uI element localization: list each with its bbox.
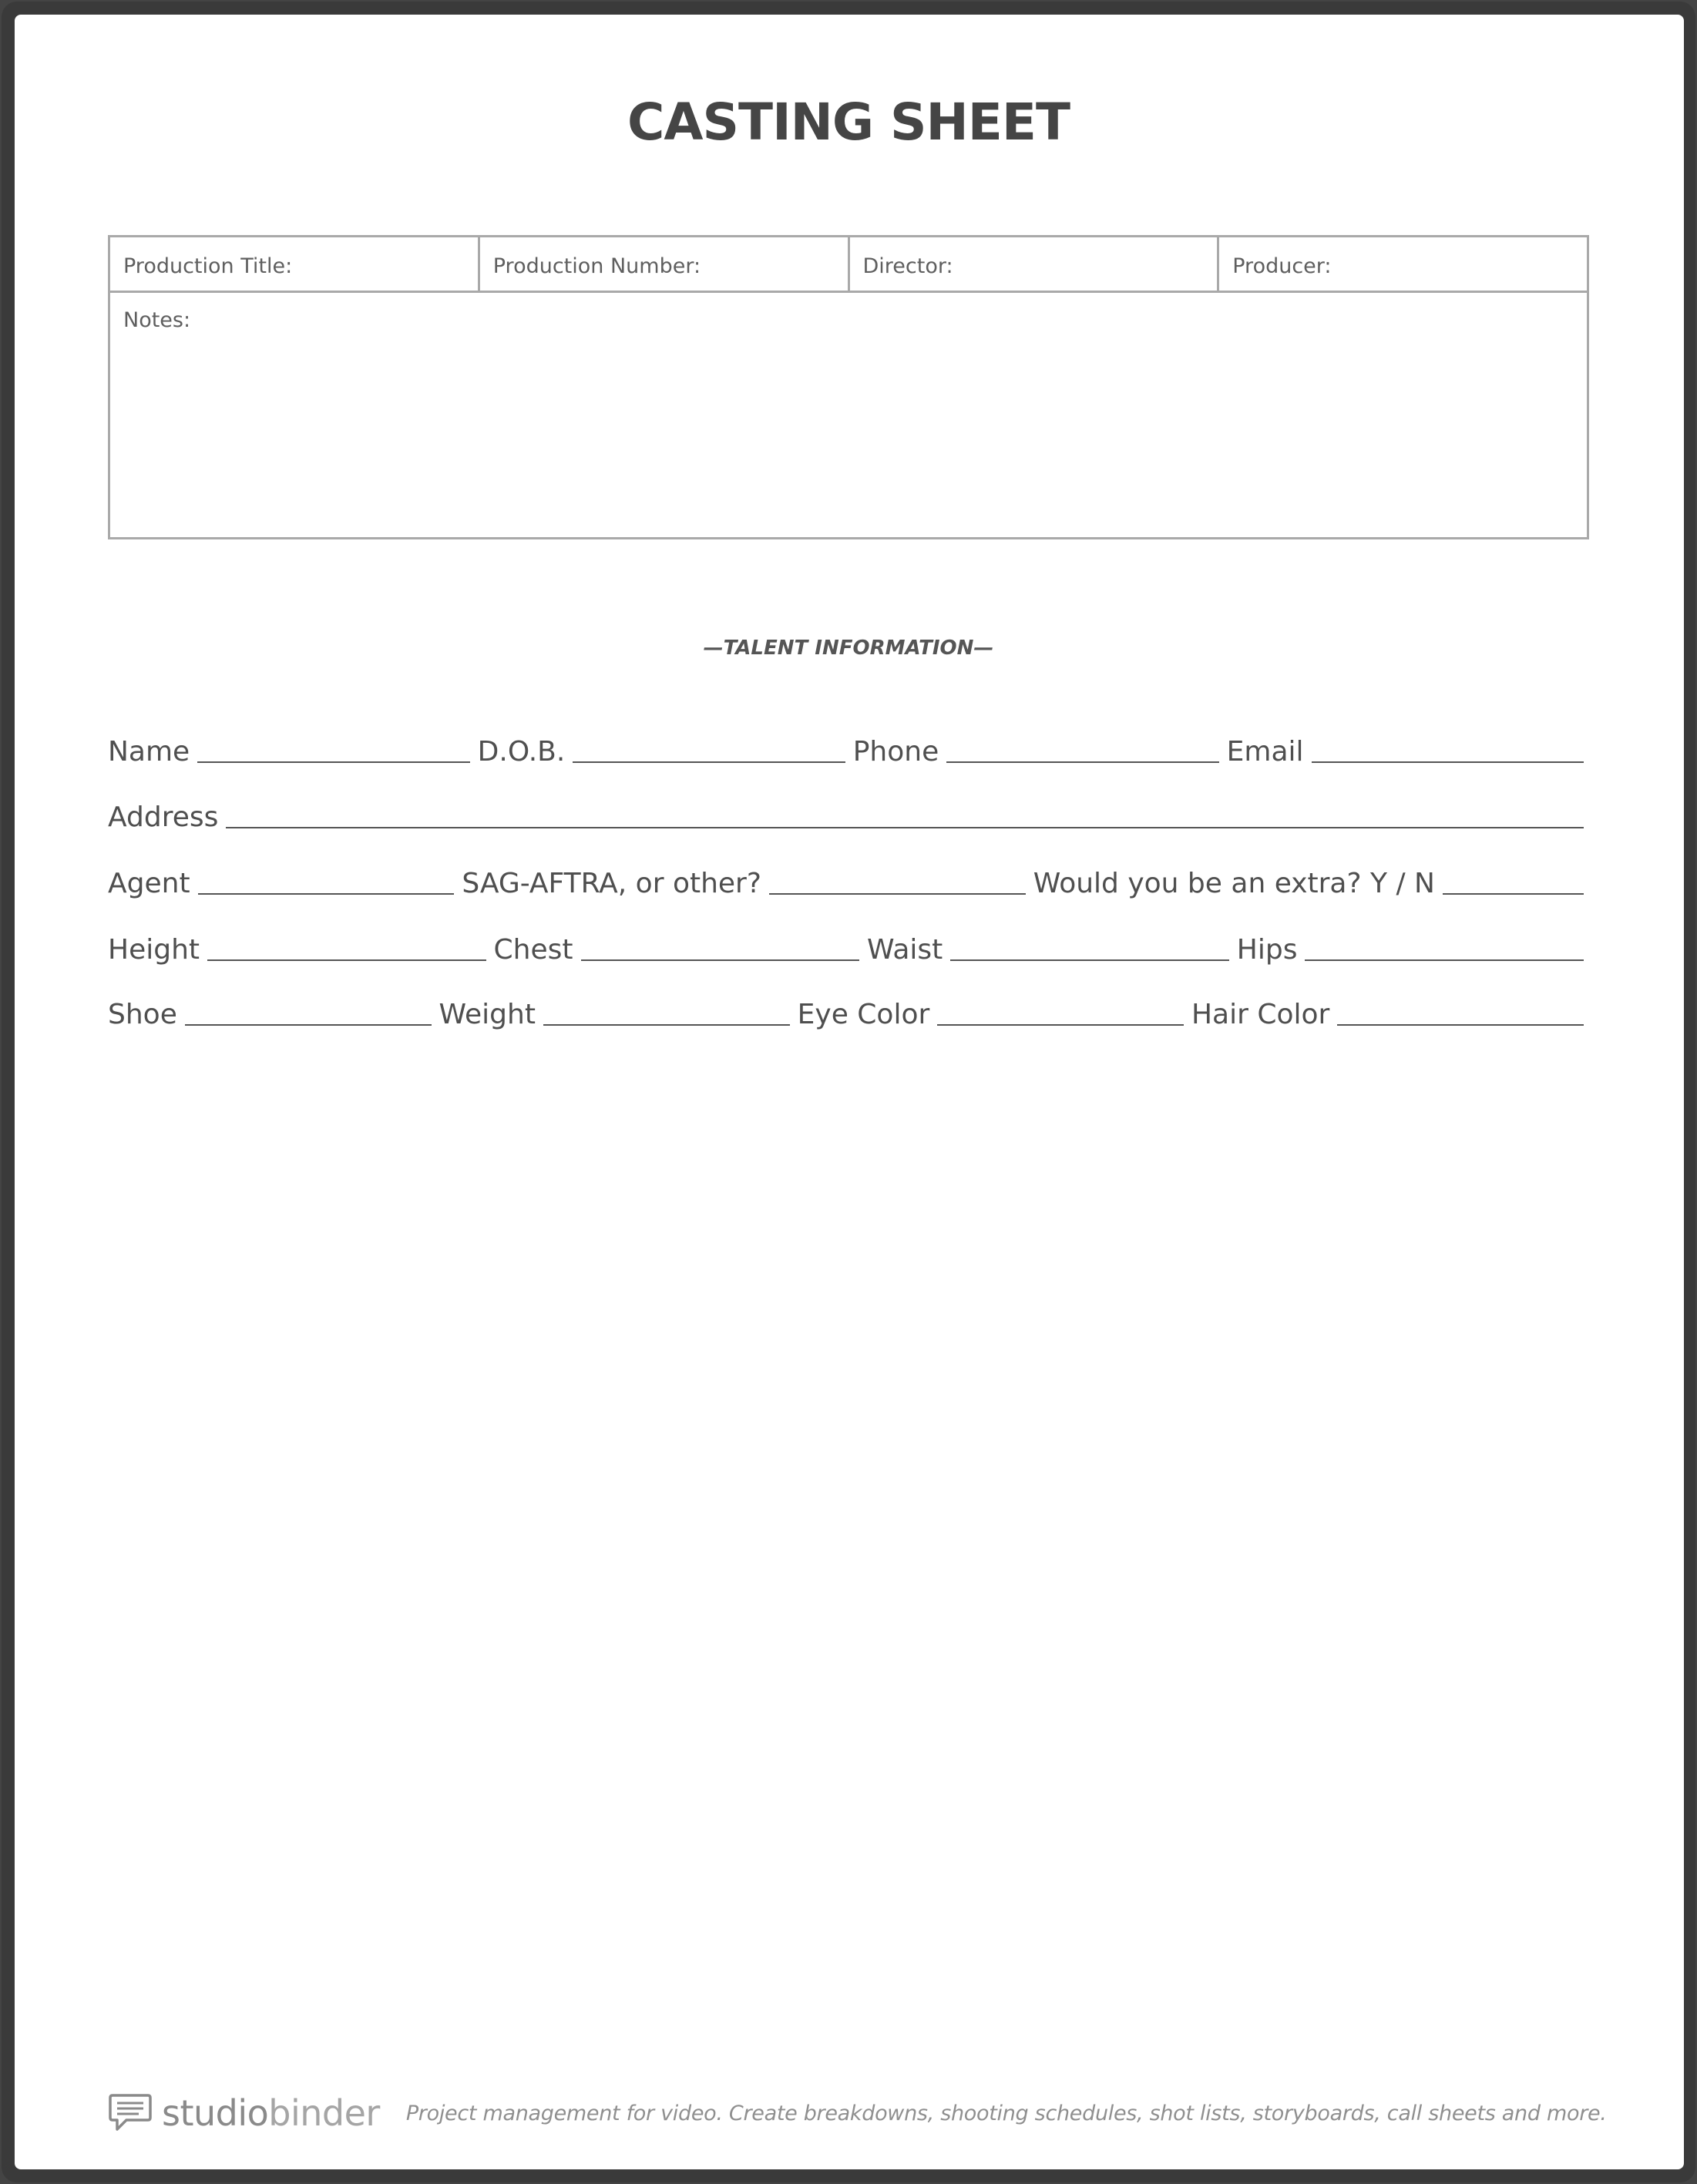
name-blank[interactable] bbox=[197, 761, 469, 763]
production-info-table bbox=[108, 235, 1589, 539]
address-label: Address bbox=[108, 801, 219, 833]
eye-color-label: Eye Color bbox=[797, 999, 930, 1030]
extra-blank[interactable] bbox=[1443, 893, 1584, 895]
production-number-cell[interactable]: Production Number: bbox=[480, 237, 850, 291]
name-label: Name bbox=[108, 736, 190, 768]
production-title-cell[interactable]: Production Title: bbox=[110, 237, 480, 291]
talent-row-4 bbox=[108, 926, 1584, 964]
hips-blank[interactable] bbox=[1305, 959, 1584, 961]
speech-bubble-icon bbox=[108, 2092, 153, 2134]
union-label: SAG-AFTRA, or other? bbox=[462, 868, 761, 899]
hips-label: Hips bbox=[1236, 934, 1298, 966]
talent-row-1 bbox=[108, 727, 1584, 766]
address-blank[interactable] bbox=[226, 827, 1584, 828]
chest-label: Chest bbox=[493, 934, 573, 966]
waist-label: Waist bbox=[867, 934, 943, 966]
union-blank[interactable] bbox=[769, 893, 1026, 895]
footer bbox=[108, 2090, 1607, 2136]
hair-color-label: Hair Color bbox=[1191, 999, 1330, 1030]
height-blank[interactable] bbox=[207, 959, 486, 961]
talent-row-5 bbox=[108, 990, 1584, 1029]
waist-blank[interactable] bbox=[950, 959, 1229, 961]
notes-field[interactable]: Notes: bbox=[123, 308, 191, 332]
phone-blank[interactable] bbox=[946, 761, 1218, 763]
talent-information-heading: —TALENT INFORMATION— bbox=[703, 637, 994, 660]
extra-label: Would you be an extra? Y / N bbox=[1033, 868, 1435, 899]
height-label: Height bbox=[108, 934, 200, 966]
dob-label: D.O.B. bbox=[477, 736, 566, 768]
phone-label: Phone bbox=[852, 736, 939, 768]
weight-blank[interactable] bbox=[543, 1024, 790, 1026]
shoe-blank[interactable] bbox=[185, 1024, 432, 1026]
document-title: CASTING SHEET bbox=[627, 92, 1070, 152]
dob-blank[interactable] bbox=[573, 761, 845, 763]
weight-label: Weight bbox=[439, 999, 536, 1030]
footer-tagline: Project management for video. Create breakdowns, shooting schedules, shot lists, storyboards, call sheets and more. bbox=[405, 2101, 1607, 2125]
talent-row-3 bbox=[108, 859, 1584, 898]
agent-label: Agent bbox=[108, 868, 190, 899]
producer-cell[interactable]: Producer: bbox=[1232, 254, 1332, 278]
eye-color-blank[interactable] bbox=[937, 1024, 1184, 1026]
agent-blank[interactable] bbox=[198, 893, 455, 895]
hair-color-blank[interactable] bbox=[1337, 1024, 1584, 1026]
brand-studio: studio bbox=[162, 2092, 269, 2134]
email-label: Email bbox=[1226, 736, 1304, 768]
production-info-row bbox=[110, 237, 1587, 293]
shoe-label: Shoe bbox=[108, 999, 177, 1030]
director-cell[interactable]: Director: bbox=[850, 237, 1220, 291]
talent-row-2 bbox=[108, 793, 1584, 832]
chest-blank[interactable] bbox=[581, 959, 860, 961]
email-blank[interactable] bbox=[1312, 761, 1584, 763]
studiobinder-logo-text bbox=[162, 2092, 380, 2134]
brand-binder: binder bbox=[268, 2092, 380, 2134]
